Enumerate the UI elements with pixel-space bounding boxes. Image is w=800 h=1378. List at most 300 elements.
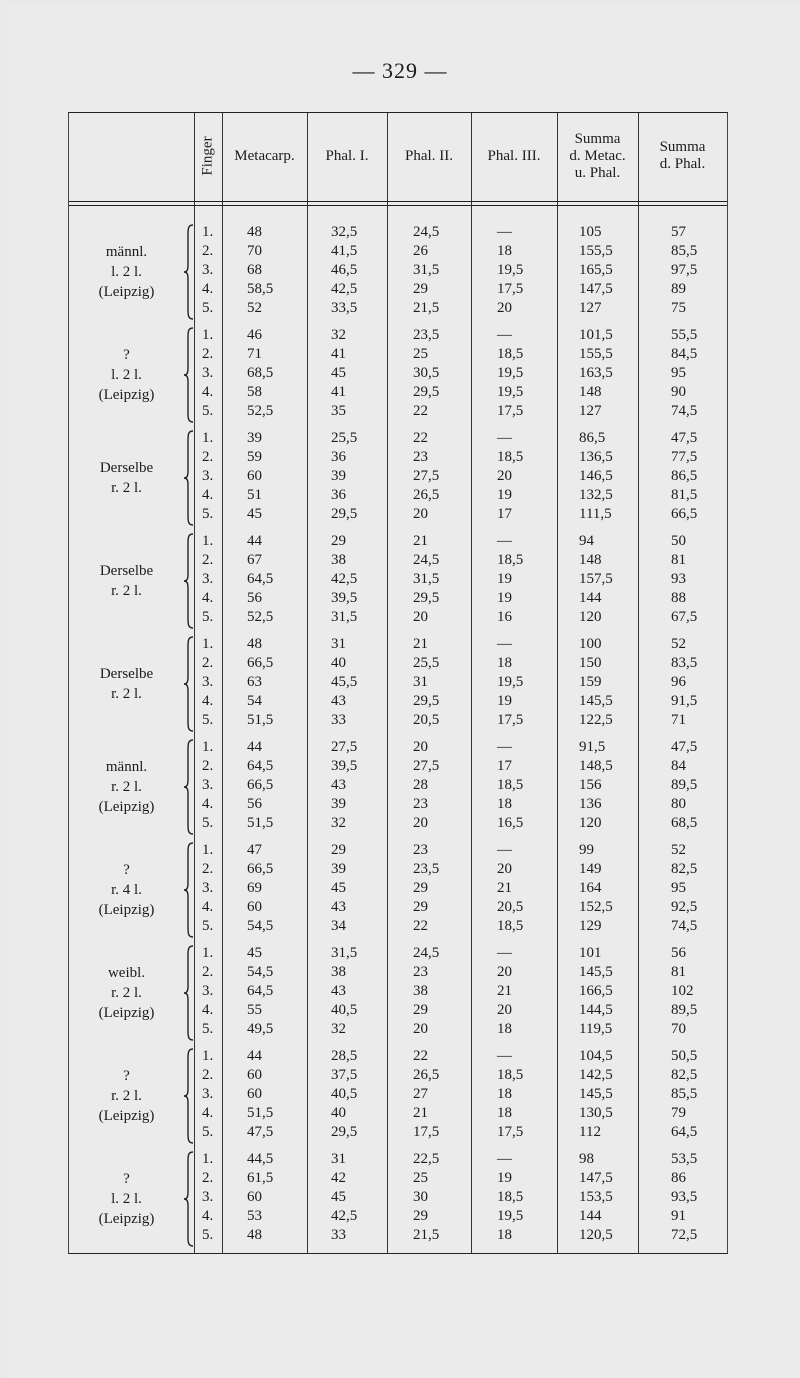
table-cell: 19 <box>497 571 512 587</box>
table-cell: 66,5 <box>247 861 274 877</box>
table-cell: 22 <box>413 430 428 446</box>
brace-icon <box>183 738 195 836</box>
table-cell: 23 <box>413 449 428 465</box>
table-cell: 54,5 <box>247 918 274 934</box>
table-cell: 54,5 <box>247 964 274 980</box>
specimen-label-line: (Leipzig) <box>98 387 155 403</box>
table-group <box>69 942 727 1044</box>
table-cell: 31,5 <box>331 609 358 625</box>
brace-icon <box>183 223 195 321</box>
table-cell: 20,5 <box>413 712 440 728</box>
table-cell: 59 <box>247 449 262 465</box>
table-cell: 148,5 <box>579 758 613 774</box>
finger-number: 3. <box>202 880 214 896</box>
finger-number: 3. <box>202 1086 214 1102</box>
table-cell: 130,5 <box>579 1105 613 1121</box>
header-phal-2: Phal. II. <box>405 147 453 164</box>
table-cell: 64,5 <box>247 758 274 774</box>
table-cell: 46 <box>247 327 262 343</box>
table-cell: 83,5 <box>671 655 698 671</box>
brace-icon <box>183 841 195 939</box>
table-cell: 28 <box>413 777 428 793</box>
finger-number: 5. <box>202 815 214 831</box>
table-cell: 39,5 <box>331 590 358 606</box>
table-cell: 148 <box>579 552 602 568</box>
table-cell: 29 <box>413 1208 428 1224</box>
table-cell: 18 <box>497 796 512 812</box>
finger-number: 1. <box>202 327 214 343</box>
table-cell: 20 <box>413 815 428 831</box>
table-cell: 19,5 <box>497 1208 524 1224</box>
table-cell: 163,5 <box>579 365 613 381</box>
specimen-label-line: (Leipzig) <box>98 902 155 918</box>
table-cell: 27 <box>413 1086 428 1102</box>
table-cell: 26,5 <box>413 487 440 503</box>
finger-number: 3. <box>202 777 214 793</box>
table-cell: 67 <box>247 552 262 568</box>
finger-number: 3. <box>202 571 214 587</box>
finger-number: 4. <box>202 1105 214 1121</box>
brace-icon <box>183 1047 195 1145</box>
header-phal-3: Phal. III. <box>487 147 541 164</box>
brace-icon <box>183 326 195 424</box>
table-cell: 149 <box>579 861 602 877</box>
table-cell: 91,5 <box>671 693 698 709</box>
specimen-label-line: l. 2 l. <box>111 264 142 280</box>
table-cell: 41 <box>331 384 346 400</box>
table-cell: 142,5 <box>579 1067 613 1083</box>
table-cell: 53 <box>247 1208 262 1224</box>
specimen-label-line: männl. <box>105 244 148 260</box>
table-cell: 43 <box>331 983 346 999</box>
table-cell: 23,5 <box>413 861 440 877</box>
finger-number: 2. <box>202 1067 214 1083</box>
table-cell: 29 <box>331 842 346 858</box>
specimen-label-line: (Leipzig) <box>98 284 155 300</box>
table-cell: 86,5 <box>579 430 606 446</box>
table-cell: 136,5 <box>579 449 613 465</box>
table-cell: 84 <box>671 758 686 774</box>
table-cell: 148 <box>579 384 602 400</box>
table-cell: 20 <box>497 300 512 316</box>
table-cell: 52,5 <box>247 403 274 419</box>
page-number: — 329 — <box>352 58 448 83</box>
table-cell: 66,5 <box>247 777 274 793</box>
table-cell: 102 <box>671 983 694 999</box>
table-cell: 104,5 <box>579 1048 613 1064</box>
table-cell: 49,5 <box>247 1021 274 1037</box>
table-cell: 95 <box>671 365 686 381</box>
table-cell: 22 <box>413 1048 428 1064</box>
table-cell: 18 <box>497 655 512 671</box>
table-cell: 18 <box>497 1105 512 1121</box>
specimen-label-line: Derselbe <box>99 666 154 682</box>
table-cell: 21,5 <box>413 300 440 316</box>
table-cell: 46,5 <box>331 262 358 278</box>
table-cell: 122,5 <box>579 712 613 728</box>
specimen-label-line: r. 4 l. <box>111 882 142 898</box>
finger-number: 4. <box>202 796 214 812</box>
table-cell: — <box>497 739 512 755</box>
header-summa-metac-line3: u. Phal. <box>574 164 621 181</box>
finger-number: 5. <box>202 609 214 625</box>
table-cell: 146,5 <box>579 468 613 484</box>
specimen-label-line: r. 2 l. <box>111 686 142 702</box>
table-cell: 96 <box>671 674 686 690</box>
table-cell: 45 <box>331 365 346 381</box>
specimen-label <box>69 1148 184 1250</box>
table-cell: 21 <box>413 533 428 549</box>
table-cell: 32,5 <box>331 224 358 240</box>
table-cell: 20,5 <box>497 899 524 915</box>
table-cell: 21 <box>497 983 512 999</box>
table-cell: 105 <box>579 224 602 240</box>
brace-icon <box>183 944 195 1042</box>
table-cell: 93 <box>671 571 686 587</box>
table-group <box>69 633 727 735</box>
table-cell: 22 <box>413 918 428 934</box>
table-cell: 19 <box>497 693 512 709</box>
table-cell: 17,5 <box>497 281 524 297</box>
table-cell: 22,5 <box>413 1151 440 1167</box>
table-cell: — <box>497 327 512 343</box>
table-cell: 24,5 <box>413 945 440 961</box>
table-group <box>69 221 727 323</box>
table-cell: 42,5 <box>331 571 358 587</box>
table-cell: 18,5 <box>497 1067 524 1083</box>
finger-number: 4. <box>202 1002 214 1018</box>
brace-icon <box>183 1150 195 1248</box>
table-cell: 90 <box>671 384 686 400</box>
finger-number: 2. <box>202 552 214 568</box>
table-cell: 58 <box>247 384 262 400</box>
table-cell: 111,5 <box>579 506 612 522</box>
table-cell: 23 <box>413 796 428 812</box>
table-cell: 26 <box>413 243 428 259</box>
table-cell: 92,5 <box>671 899 698 915</box>
header-summa-phal-line2: d. Phal. <box>659 156 706 172</box>
specimen-label-line: ? <box>123 862 130 878</box>
table-cell: 19 <box>497 487 512 503</box>
finger-number: 1. <box>202 430 214 446</box>
table-cell: 70 <box>247 243 262 259</box>
table-cell: 64,5 <box>247 571 274 587</box>
table-cell: 60 <box>247 899 262 915</box>
table-cell: 31 <box>331 636 346 652</box>
table-cell: 24,5 <box>413 224 440 240</box>
header-summa-phal <box>638 113 727 199</box>
table-cell: 58,5 <box>247 281 274 297</box>
table-cell: 19 <box>497 1170 512 1186</box>
brace-icon <box>183 429 195 527</box>
table-cell: 40 <box>331 1105 346 1121</box>
table-cell: 80 <box>671 796 686 812</box>
table-cell: 56 <box>247 796 262 812</box>
table-cell: 52 <box>247 300 262 316</box>
table-cell: 144,5 <box>579 1002 613 1018</box>
finger-number: 1. <box>202 739 214 755</box>
table-cell: 25 <box>413 346 428 362</box>
table-cell: 159 <box>579 674 602 690</box>
table-cell: 45 <box>331 1189 346 1205</box>
table-cell: 29 <box>413 880 428 896</box>
table-cell: 64,5 <box>247 983 274 999</box>
table-cell: 50,5 <box>671 1048 698 1064</box>
table-cell: 40,5 <box>331 1002 358 1018</box>
table-cell: 21 <box>413 636 428 652</box>
finger-number: 5. <box>202 1227 214 1243</box>
table-cell: 29 <box>413 1002 428 1018</box>
table-cell: 37,5 <box>331 1067 358 1083</box>
table-cell: 145,5 <box>579 964 613 980</box>
specimen-label-line: r. 2 l. <box>111 985 142 1001</box>
table-cell: 44 <box>247 739 262 755</box>
finger-number: 5. <box>202 300 214 316</box>
specimen-label <box>69 942 184 1044</box>
specimen-label <box>69 1045 184 1147</box>
table-cell: 18,5 <box>497 918 524 934</box>
specimen-label-line: Derselbe <box>99 563 154 579</box>
finger-number: 2. <box>202 1170 214 1186</box>
header-double-rule <box>69 201 727 206</box>
finger-number: 3. <box>202 262 214 278</box>
table-cell: 45 <box>247 945 262 961</box>
finger-number: 3. <box>202 365 214 381</box>
table-cell: 19,5 <box>497 365 524 381</box>
table-cell: 45,5 <box>331 674 358 690</box>
table-cell: 42,5 <box>331 1208 358 1224</box>
table-cell: 91 <box>671 1208 686 1224</box>
header-finger-text: Finger <box>199 136 216 176</box>
table-cell: 82,5 <box>671 1067 698 1083</box>
table-cell: 72,5 <box>671 1227 698 1243</box>
table-cell: 18 <box>497 243 512 259</box>
table-cell: 152,5 <box>579 899 613 915</box>
table-cell: 61,5 <box>247 1170 274 1186</box>
table-cell: 51,5 <box>247 815 274 831</box>
table-cell: 19,5 <box>497 262 524 278</box>
table-cell: 144 <box>579 1208 602 1224</box>
table-cell: 97,5 <box>671 262 698 278</box>
table-cell: 60 <box>247 468 262 484</box>
specimen-label-line: ? <box>123 1068 130 1084</box>
table-cell: 29,5 <box>413 693 440 709</box>
specimen-label <box>69 839 184 941</box>
specimen-label <box>69 633 184 735</box>
table-cell: 75 <box>671 300 686 316</box>
table-cell: 52 <box>671 842 686 858</box>
table-cell: 40 <box>331 655 346 671</box>
table-cell: 144 <box>579 590 602 606</box>
table-cell: 31 <box>413 674 428 690</box>
table-cell: 19,5 <box>497 674 524 690</box>
table-cell: 47,5 <box>671 739 698 755</box>
table-cell: 30,5 <box>413 365 440 381</box>
finger-number: 1. <box>202 224 214 240</box>
table-cell: 94 <box>579 533 594 549</box>
table-cell: 165,5 <box>579 262 613 278</box>
header-summa-metac-line1: Summa <box>574 130 621 147</box>
table-cell: 41 <box>331 346 346 362</box>
measurement-table <box>68 112 728 1254</box>
table-cell: 31,5 <box>413 571 440 587</box>
table-cell: 18,5 <box>497 777 524 793</box>
table-cell: 44,5 <box>247 1151 274 1167</box>
specimen-label-line: ? <box>123 347 130 363</box>
table-cell: 57 <box>671 224 686 240</box>
table-cell: 56 <box>247 590 262 606</box>
table-cell: 39,5 <box>331 758 358 774</box>
specimen-label-line: r. 2 l. <box>111 583 142 599</box>
table-cell: 43 <box>331 777 346 793</box>
specimen-label <box>69 221 184 323</box>
table-cell: 53,5 <box>671 1151 698 1167</box>
table-cell: 43 <box>331 693 346 709</box>
table-cell: 156 <box>579 777 602 793</box>
table-group <box>69 1045 727 1147</box>
table-cell: 29 <box>413 899 428 915</box>
finger-number: 1. <box>202 1048 214 1064</box>
table-cell: 89,5 <box>671 1002 698 1018</box>
finger-number: 3. <box>202 674 214 690</box>
table-cell: 18,5 <box>497 449 524 465</box>
table-cell: 45 <box>331 880 346 896</box>
table-cell: 23 <box>413 964 428 980</box>
table-cell: 20 <box>497 861 512 877</box>
table-cell: 29,5 <box>413 384 440 400</box>
table-cell: 43 <box>331 899 346 915</box>
table-cell: 31 <box>331 1151 346 1167</box>
header-metacarp: Metacarp. <box>234 147 295 164</box>
table-cell: 42 <box>331 1170 346 1186</box>
table-cell: 77,5 <box>671 449 698 465</box>
table-cell: — <box>497 1048 512 1064</box>
table-cell: 32 <box>331 815 346 831</box>
table-cell: 19,5 <box>497 384 524 400</box>
table-cell: — <box>497 1151 512 1167</box>
specimen-label-line: Derselbe <box>99 460 154 476</box>
table-cell: 81,5 <box>671 487 698 503</box>
table-cell: 21 <box>497 880 512 896</box>
table-cell: 120 <box>579 609 602 625</box>
table-cell: 50 <box>671 533 686 549</box>
table-cell: 66,5 <box>247 655 274 671</box>
table-cell: 71 <box>671 712 686 728</box>
table-cell: 132,5 <box>579 487 613 503</box>
finger-number: 1. <box>202 636 214 652</box>
table-cell: — <box>497 842 512 858</box>
specimen-label-line: (Leipzig) <box>98 799 155 815</box>
table-cell: 79 <box>671 1105 686 1121</box>
table-cell: 51,5 <box>247 1105 274 1121</box>
table-cell: 56 <box>671 945 686 961</box>
finger-number: 4. <box>202 1208 214 1224</box>
table-cell: 17,5 <box>497 1124 524 1140</box>
table-cell: 20 <box>413 609 428 625</box>
table-cell: 81 <box>671 964 686 980</box>
specimen-label <box>69 324 184 426</box>
table-cell: 35 <box>331 403 346 419</box>
table-cell: 47 <box>247 842 262 858</box>
table-cell: 27,5 <box>413 468 440 484</box>
table-cell: 54 <box>247 693 262 709</box>
table-cell: 29 <box>413 281 428 297</box>
specimen-label-line: r. 2 l. <box>111 779 142 795</box>
table-cell: 18,5 <box>497 1189 524 1205</box>
table-cell: 52 <box>671 636 686 652</box>
table-cell: 74,5 <box>671 403 698 419</box>
specimen-label-line: (Leipzig) <box>98 1108 155 1124</box>
table-cell: 89,5 <box>671 777 698 793</box>
finger-number: 4. <box>202 384 214 400</box>
table-cell: 145,5 <box>579 693 613 709</box>
table-cell: — <box>497 636 512 652</box>
header-summa-phal-line1: Summa <box>659 139 706 155</box>
table-cell: 18,5 <box>497 552 524 568</box>
table-cell: 64,5 <box>671 1124 698 1140</box>
table-cell: 20 <box>413 739 428 755</box>
table-cell: 155,5 <box>579 243 613 259</box>
table-cell: 18,5 <box>497 346 524 362</box>
table-cell: 19 <box>497 590 512 606</box>
table-cell: 86 <box>671 1170 686 1186</box>
table-cell: 17,5 <box>413 1124 440 1140</box>
table-cell: 166,5 <box>579 983 613 999</box>
finger-number: 2. <box>202 758 214 774</box>
table-cell: 16 <box>497 609 512 625</box>
table-cell: 23,5 <box>413 327 440 343</box>
finger-number: 5. <box>202 712 214 728</box>
table-cell: 44 <box>247 1048 262 1064</box>
table-cell: 23 <box>413 842 428 858</box>
table-cell: 70 <box>671 1021 686 1037</box>
table-cell: 31,5 <box>331 945 358 961</box>
table-cell: 52,5 <box>247 609 274 625</box>
finger-number: 2. <box>202 655 214 671</box>
table-cell: — <box>497 430 512 446</box>
table-cell: 33 <box>331 712 346 728</box>
table-cell: 39 <box>247 430 262 446</box>
table-cell: 44 <box>247 533 262 549</box>
table-cell: 20 <box>413 1021 428 1037</box>
finger-number: 1. <box>202 842 214 858</box>
table-cell: 20 <box>413 506 428 522</box>
header-summa-metac-line2: d. Metac. <box>569 147 626 164</box>
table-cell: 74,5 <box>671 918 698 934</box>
table-cell: 95 <box>671 880 686 896</box>
table-cell: 84,5 <box>671 346 698 362</box>
finger-number: 2. <box>202 861 214 877</box>
finger-number: 2. <box>202 449 214 465</box>
table-cell: 91,5 <box>579 739 606 755</box>
table-cell: 66,5 <box>671 506 698 522</box>
header-summa-metac <box>557 113 638 199</box>
table-cell: 21,5 <box>413 1227 440 1243</box>
table-group <box>69 1148 727 1250</box>
specimen-label-line: weibl. <box>107 965 146 981</box>
table-cell: 25,5 <box>413 655 440 671</box>
table-cell: 30 <box>413 1189 428 1205</box>
table-cell: 17,5 <box>497 712 524 728</box>
table-cell: 26,5 <box>413 1067 440 1083</box>
table-cell: 68 <box>247 262 262 278</box>
table-group <box>69 427 727 529</box>
specimen-label-line: männl. <box>105 759 148 775</box>
table-cell: 42,5 <box>331 281 358 297</box>
table-cell: 67,5 <box>671 609 698 625</box>
table-cell: 88 <box>671 590 686 606</box>
table-cell: 17 <box>497 758 512 774</box>
